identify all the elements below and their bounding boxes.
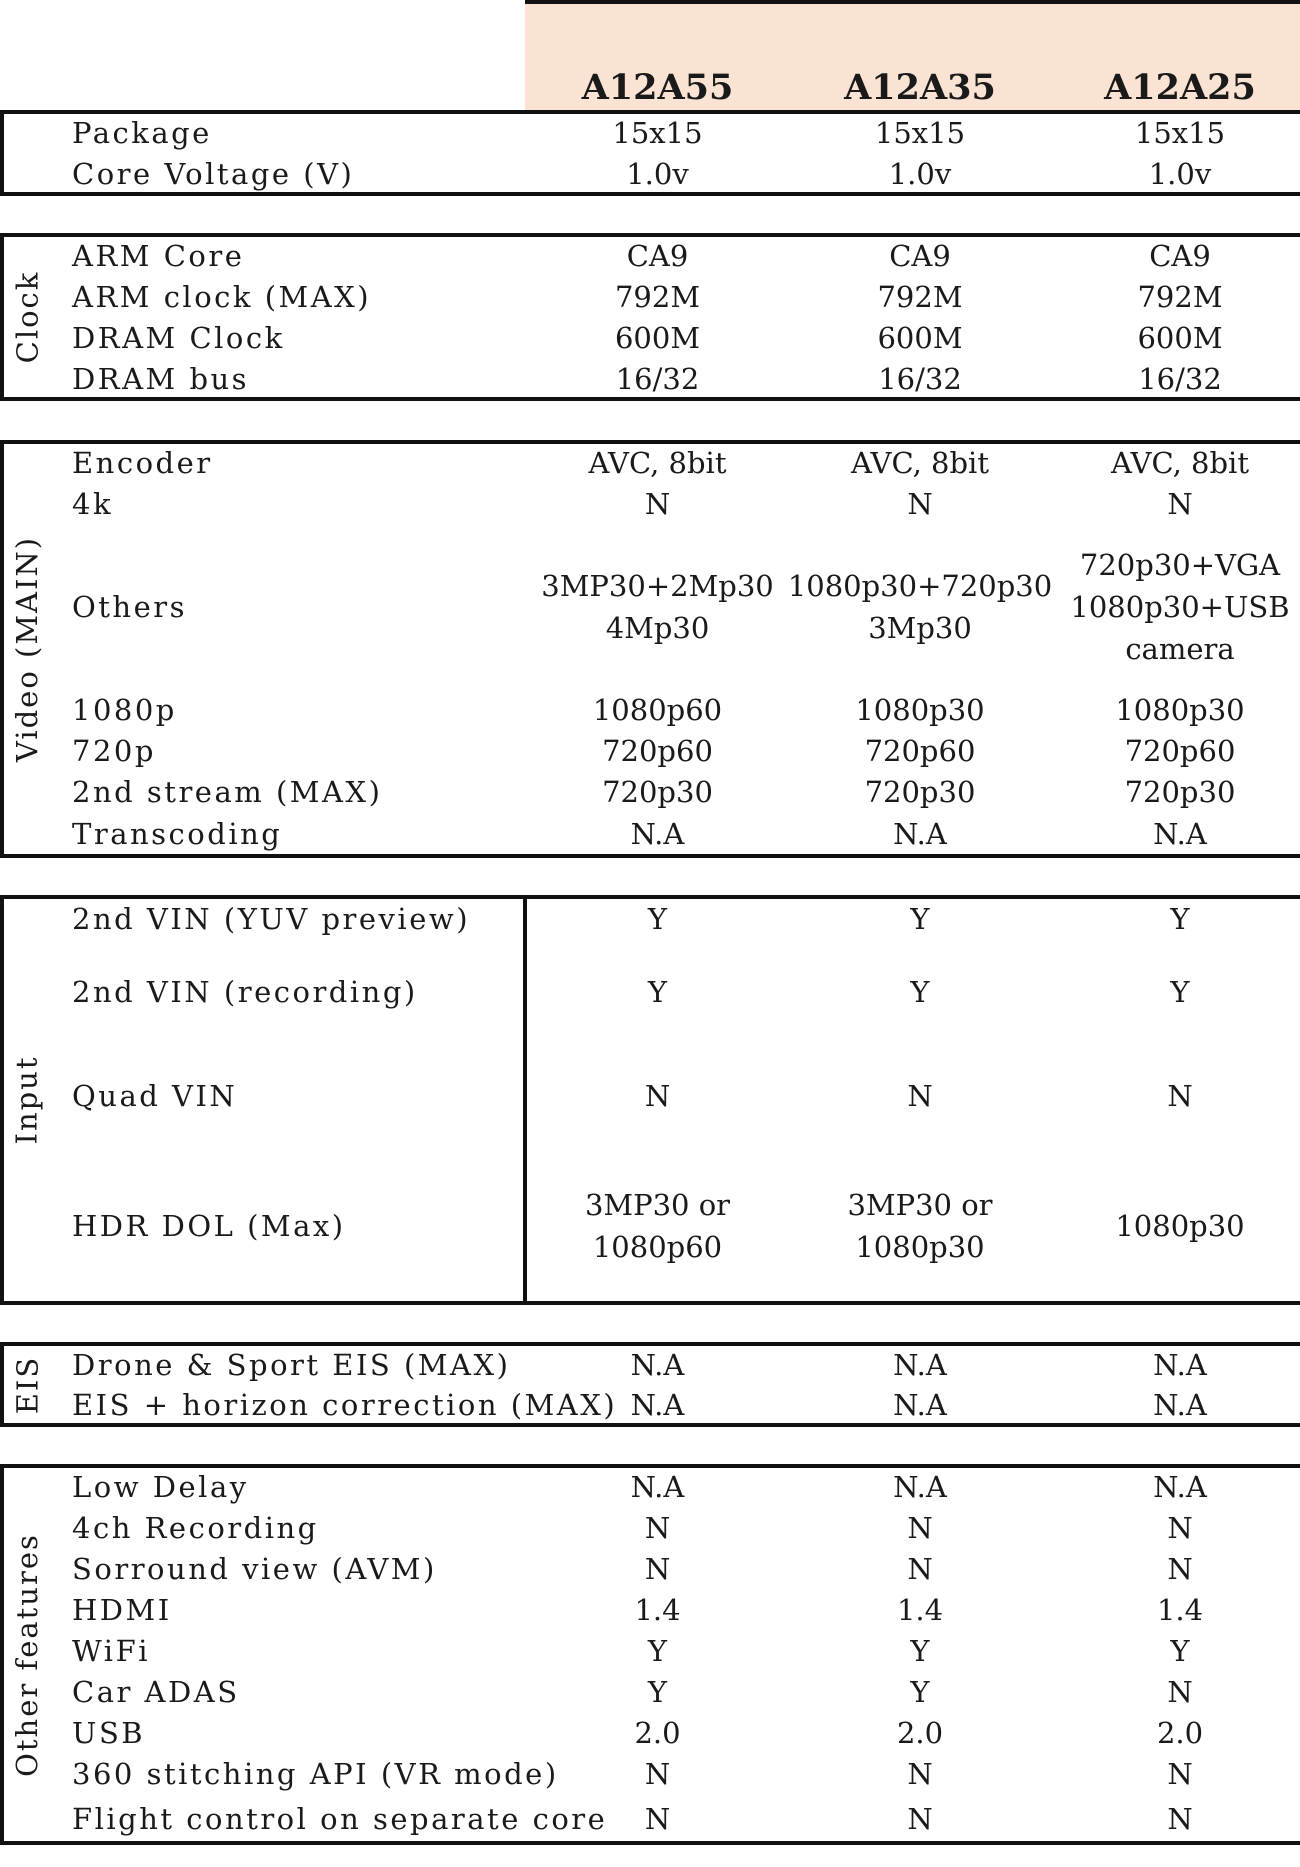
value-a12a55: N.A [630, 1347, 685, 1382]
table-row [0, 1753, 1300, 1794]
value-a12a35: 1.0v [888, 156, 952, 191]
value-a12a25: N [1167, 1551, 1193, 1586]
section-label-text: Other features [10, 1532, 44, 1777]
value-line: camera [1125, 631, 1235, 666]
row-label: 360 stitching API (VR mode) [72, 1756, 559, 1791]
table-row [0, 941, 1300, 1043]
value-a12a25: 720p60 [1124, 733, 1236, 768]
table-row [0, 897, 1300, 941]
table-row [0, 1794, 1300, 1843]
table-row [0, 1466, 1300, 1507]
row-label: Encoder [72, 445, 213, 480]
value-a12a35: N [907, 486, 933, 521]
table-row [0, 276, 1300, 317]
value-a12a25: 2.0 [1156, 1715, 1204, 1750]
value-a12a25: 1080p30 [1115, 692, 1245, 727]
value-a12a35: Y [910, 902, 930, 936]
value-a12a35: N [907, 1551, 933, 1586]
value-a12a25: 15x15 [1134, 115, 1226, 150]
value-a12a35 [790, 1149, 1050, 1303]
value-a12a35: N.A [893, 1388, 947, 1422]
value-a12a55: 2.0 [634, 1715, 681, 1750]
table-row [0, 235, 1300, 276]
row-label: DRAM bus [72, 361, 250, 396]
value-a12a35: N [907, 1801, 933, 1836]
value-a12a55: 1.0v [626, 156, 689, 191]
table-row [0, 1043, 1300, 1149]
value-a12a55: N.A [630, 1388, 685, 1422]
value-a12a25: N.A [1153, 1347, 1207, 1382]
table-row [0, 689, 1300, 730]
value-a12a25: 1.4 [1156, 1592, 1204, 1627]
value-a12a25: N [1167, 1674, 1193, 1709]
row-label: Drone & Sport EIS (MAX) [72, 1347, 511, 1382]
value-a12a35: N [907, 1756, 933, 1791]
value-a12a55: 600M [614, 320, 701, 355]
row-label: Transcoding [72, 817, 283, 851]
row-label: Sorround view (AVM) [72, 1551, 437, 1586]
value-a12a35: 600M [877, 320, 963, 355]
value-a12a35: N [907, 1510, 933, 1545]
row-label: Car ADAS [72, 1674, 240, 1709]
value-a12a25 [1070, 524, 1290, 689]
value-a12a25: N.A [1153, 817, 1207, 851]
row-label: Quad VIN [72, 1079, 238, 1113]
value-a12a25: N [1167, 486, 1193, 521]
value-a12a55: Y [647, 975, 668, 1009]
value-a12a55: 1.4 [634, 1592, 681, 1627]
row-label: EIS + horizon correction (MAX) [72, 1388, 618, 1422]
row-label: Core Voltage (V) [72, 156, 355, 191]
value-a12a35: 1.4 [896, 1592, 944, 1627]
value-line: 1080p60 [592, 1230, 723, 1264]
table-row [0, 771, 1300, 812]
value-a12a55 [555, 1149, 760, 1303]
row-label: Flight control on separate core [72, 1801, 608, 1836]
table-row [0, 1507, 1300, 1548]
table-row [0, 1149, 1300, 1303]
value-a12a55: N [644, 1551, 671, 1586]
value-line: 3MP30+2Mp30 [541, 568, 774, 603]
value-a12a35: AVC, 8bit [851, 445, 989, 480]
value-a12a55: N.A [630, 1469, 685, 1504]
table-row [0, 1344, 1300, 1385]
value-a12a25: 792M [1137, 279, 1223, 314]
value-a12a35: 720p30 [864, 774, 976, 809]
table-row [0, 112, 1300, 153]
row-label: ARM clock (MAX) [72, 279, 372, 314]
value-a12a25: 600M [1137, 320, 1223, 355]
table-row [0, 730, 1300, 771]
value-a12a35: 2.0 [896, 1715, 944, 1750]
value-a12a35: Y [910, 1633, 930, 1668]
value-a12a55: Y [647, 1674, 668, 1709]
table-row [0, 1712, 1300, 1753]
column-header-a12a25: A12A25 [1104, 67, 1256, 108]
value-a12a55: 720p30 [602, 774, 713, 809]
row-label: 4k [72, 486, 114, 521]
table-row [0, 1630, 1300, 1671]
value-a12a35: 792M [877, 279, 963, 314]
value-a12a55: 720p60 [602, 733, 713, 768]
value-line: 4Mp30 [605, 610, 710, 645]
value-a12a25: CA9 [1149, 238, 1211, 273]
value-a12a55: N [644, 1079, 671, 1113]
table-row [0, 442, 1300, 483]
row-label: WiFi [72, 1633, 150, 1668]
value-a12a25: Y [1170, 975, 1190, 1009]
value-a12a25: N [1167, 1801, 1193, 1836]
table-row [0, 524, 1300, 689]
value-a12a55: N.A [630, 817, 685, 851]
value-a12a25: N.A [1153, 1388, 1207, 1422]
value-a12a55: 1080p60 [592, 692, 723, 727]
row-label: 2nd VIN (YUV preview) [72, 902, 471, 936]
value-a12a55: N [644, 1510, 671, 1545]
value-a12a55: CA9 [626, 238, 689, 273]
value-a12a35: N.A [893, 1469, 947, 1504]
row-label: 1080p [72, 692, 177, 727]
row-label: 2nd VIN (recording) [72, 975, 418, 1009]
section-label-text: Input [10, 1055, 44, 1145]
value-a12a55: AVC, 8bit [588, 445, 727, 480]
table-row [0, 483, 1300, 524]
value-a12a25: AVC, 8bit [1111, 445, 1249, 480]
value-a12a35: 1080p30 [855, 692, 985, 727]
value-a12a55: 792M [614, 279, 701, 314]
value-a12a55: Y [647, 902, 668, 936]
value-a12a55: N [644, 1756, 671, 1791]
value-a12a35: N [907, 1079, 933, 1113]
table-row [0, 1589, 1300, 1630]
value-a12a55: Y [647, 1633, 668, 1668]
row-label: HDR DOL (Max) [72, 1209, 346, 1243]
value-line: 720p30+VGA [1079, 547, 1281, 582]
row-label: 720p [72, 733, 156, 768]
value-line: 1080p30 [855, 1230, 985, 1264]
row-label: USB [72, 1715, 146, 1750]
value-a12a35: Y [910, 975, 930, 1009]
value-a12a25: N.A [1153, 1469, 1207, 1504]
column-header-a12a55: A12A55 [581, 67, 734, 108]
table-row [0, 1385, 1300, 1425]
value-line: 3Mp30 [868, 610, 972, 645]
section-label-text: EIS [10, 1355, 44, 1414]
table-row [0, 153, 1300, 194]
column-header-a12a35: A12A35 [844, 67, 996, 108]
row-label: 2nd stream (MAX) [72, 774, 383, 809]
value-line: 1080p30+USB [1070, 589, 1290, 624]
value-a12a25: 16/32 [1138, 361, 1222, 396]
value-a12a35: CA9 [889, 238, 951, 273]
row-label: DRAM Clock [72, 320, 285, 355]
value-line: 3MP30 or [847, 1188, 993, 1222]
value-a12a25: 1.0v [1148, 156, 1212, 191]
value-a12a25: N [1167, 1510, 1193, 1545]
value-a12a35 [787, 524, 1053, 689]
table-row [0, 358, 1300, 399]
row-label: HDMI [72, 1592, 172, 1627]
row-label: Others [72, 589, 188, 624]
row-label: Package [72, 115, 212, 150]
section-label-text: Video (MAIN) [10, 535, 44, 763]
value-a12a25: 720p30 [1124, 774, 1236, 809]
value-a12a55: N [644, 1801, 671, 1836]
value-a12a25: 1080p30 [1115, 1209, 1245, 1243]
value-a12a55: 15x15 [612, 115, 703, 150]
value-a12a55: N [644, 486, 671, 521]
value-a12a35: Y [910, 1674, 930, 1709]
section-label-text: Clock [10, 270, 44, 364]
value-a12a35: N.A [893, 817, 947, 851]
value-line: 3MP30 or [584, 1188, 731, 1222]
value-a12a25: N [1167, 1756, 1193, 1791]
table-row [0, 1548, 1300, 1589]
value-a12a35: N.A [893, 1347, 947, 1382]
value-a12a35: 720p60 [864, 733, 976, 768]
table-row [0, 1671, 1300, 1712]
table-row [0, 317, 1300, 358]
value-a12a25: Y [1170, 902, 1190, 936]
row-label: 4ch Recording [72, 1510, 319, 1545]
table-row [0, 812, 1300, 856]
value-a12a55: 16/32 [615, 361, 700, 396]
row-label: ARM Core [72, 238, 245, 273]
value-a12a25: N [1167, 1079, 1193, 1113]
value-line: 1080p30+720p30 [787, 568, 1053, 603]
row-label: Low Delay [72, 1469, 249, 1504]
value-a12a55 [541, 524, 774, 689]
value-a12a25: Y [1170, 1633, 1190, 1668]
value-a12a35: 16/32 [878, 361, 962, 396]
value-a12a35: 15x15 [874, 115, 966, 150]
